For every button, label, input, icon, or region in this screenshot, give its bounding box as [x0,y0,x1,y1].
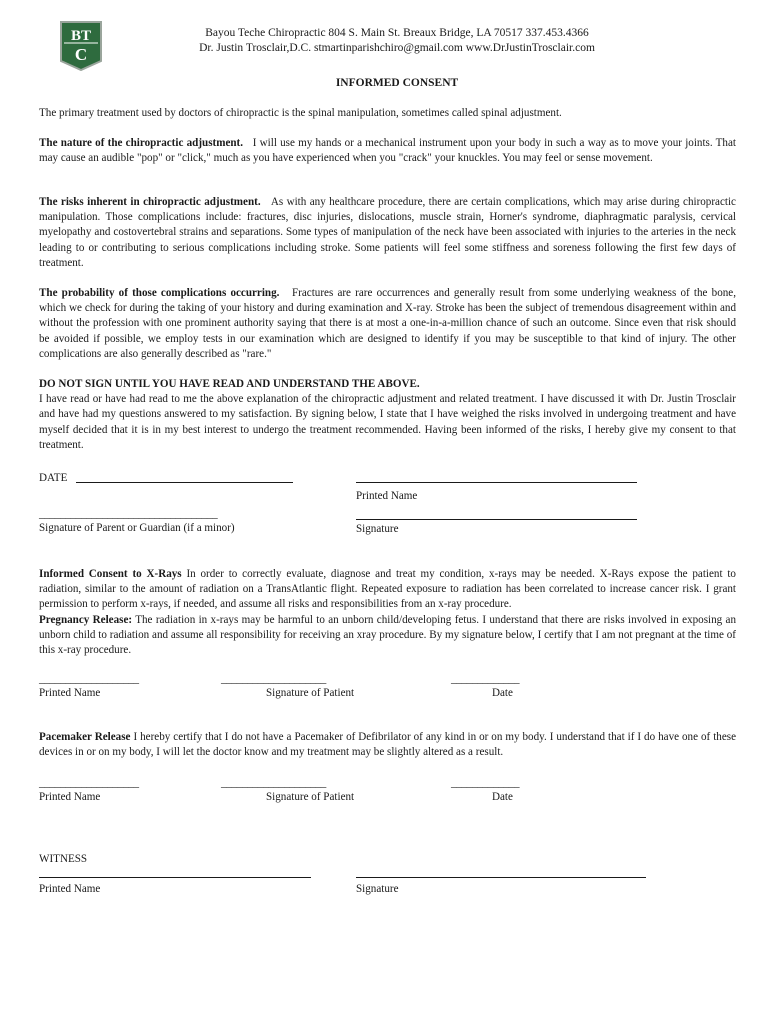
date-field[interactable] [76,482,293,483]
risks-heading: The risks inherent in chiropractic adjustment. [39,196,261,208]
doctor-contact: Dr. Justin Trosclair,D.C. stmartinparishchiro@gmail.com www.DrJustinTrosclair.com [199,42,595,54]
printed-name-label: Printed Name [356,490,418,502]
risks-section [39,195,736,271]
witness-signature-label: Signature [356,883,399,895]
nature-section [39,136,736,166]
clinic-address: Bayou Teche Chiropractic 804 S. Main St. Breaux Bridge, LA 70517 337.453.4366 [205,27,589,39]
signature-field[interactable] [356,519,637,520]
pacemaker-patient-signature-label: Signature of Patient [266,791,355,803]
xray-printed-name-field[interactable]: ___________________ [39,673,139,685]
nature-text: I will use my hands or a mechanical instrument upon your body in such a way as to move your joints. That may cause an audible "pop" or "click," much as you have experienced when you "crack" your knuckles. You may feel or sense movement. [39,137,736,165]
logo-text-top: BT [70,28,92,44]
xray-printed-name-label: Printed Name [39,687,101,699]
xray-heading: Informed Consent to X-Rays [39,568,182,580]
intro-paragraph: The primary treatment used by doctors of chiropractic is the spinal manipulation, sometimes called spinal adjustment. [39,107,562,119]
pacemaker-text: I hereby certify that I do not have a Pacemaker of Defibrilator of any kind in or on my body. I understand that if I do have one of these devices in or on my body, I will let the doctor know and my treatment may be slightly altered as a result. [39,731,736,759]
xray-section [39,567,736,658]
pacemaker-date-label: Date [492,791,513,803]
pacemaker-date-field[interactable]: _____________ [451,777,520,789]
witness-printed-name-label: Printed Name [39,883,101,895]
date-label: DATE [39,472,68,484]
witness-printed-name-field[interactable] [39,877,311,878]
pacemaker-section [39,730,736,760]
probability-text: Fractures are rare occurrences and generally result from some underlying weakness of the bone, which we check for during the taking of your history and during examination and X-ray. Stroke has been the subject of tremendous disagreement within and without the profession with one prominent authority saying that there is at most a one-in-a-million chance of such an outcome. Since even that risk should be avoided if possible, we employ tests in our examination which are designed to identify if you may be susceptible to that kind of injury. The other complications are also generally described as "rare." [39,287,736,360]
pacemaker-printed-name-label: Printed Name [39,791,101,803]
xray-text: In order to correctly evaluate, diagnose and treat my condition, x-rays may be needed. X-Rays expose the patient to radiation, similar to the amount of radiation on a TransAtlantic flight. Repeated exposure to radiation has been correlated to increase cancer risk. I grant permission to perform x-rays, if needed, and assume all risks and responsibilities from an x-ray procedure. [39,568,736,611]
warning-text: I have read or have had read to me the above explanation of the chiropractic adjustment and related treatment. I have discussed it with Dr. Justin Trosclair and have had my questions answered to my satisfaction. By signing below, I state that I have weighed the risks involved in undergoing treatment and have myself decided that it is in my best interest to undergo the treatment recommended. Having been informed of the risks, I hereby give my consent to that treatment. [39,393,736,451]
warning-section [39,377,736,453]
logo-text-bottom: C [74,45,88,64]
witness-label: WITNESS [39,853,88,865]
pregnancy-heading: Pregnancy Release: [39,613,133,626]
xray-patient-signature-label: Signature of Patient [266,687,355,699]
pacemaker-patient-signature-field[interactable]: ____________________ [221,777,326,789]
xray-patient-signature-field[interactable]: ____________________ [221,673,326,685]
guardian-signature-label: Signature of Parent or Guardian (if a minor) [39,522,235,534]
nature-heading: The nature of the chiropractic adjustment. [39,137,244,149]
probability-section [39,286,736,362]
pregnancy-text: The radiation in x-rays may be harmful to an unborn child/developing fetus. I understand that there are risks involved in exposing an unborn child to radiation and assume all responsibility for receiving an xray procedure. By my signature below, I certify that I am not pregnant at the time of this x-ray procedure. [39,613,737,657]
xray-date-field[interactable]: _____________ [451,673,520,685]
printed-name-field[interactable] [356,482,637,483]
probability-heading: The probability of those complications occurring. [39,287,280,299]
page-title: INFORMED CONSENT [335,77,459,89]
xray-date-label: Date [492,687,513,699]
warning-heading: DO NOT SIGN UNTIL YOU HAVE READ AND UNDERSTAND THE ABOVE. [39,378,420,390]
guardian-signature-field[interactable]: __________________________________ [39,508,218,520]
risks-text: As with any healthcare procedure, there are certain complications, which may arise during chiropractic manipulation. Those complications include: fractures, disc injuries, dislocations, muscle strain, Horner's syndrome, diaphragmatic paralysis, cervical myelopathy and costovertebral strains and separations. Some types of manipulation of the neck have been associated with injuries to the arteries in the neck leading to or contributing to serious complications including stroke. Some patients will feel some stiffness and soreness following the first few days of treatment. [39,196,736,269]
pacemaker-printed-name-field[interactable]: ___________________ [39,777,139,789]
pacemaker-heading: Pacemaker Release [39,731,131,743]
witness-signature-field[interactable] [356,877,646,878]
signature-label: Signature [356,523,399,535]
